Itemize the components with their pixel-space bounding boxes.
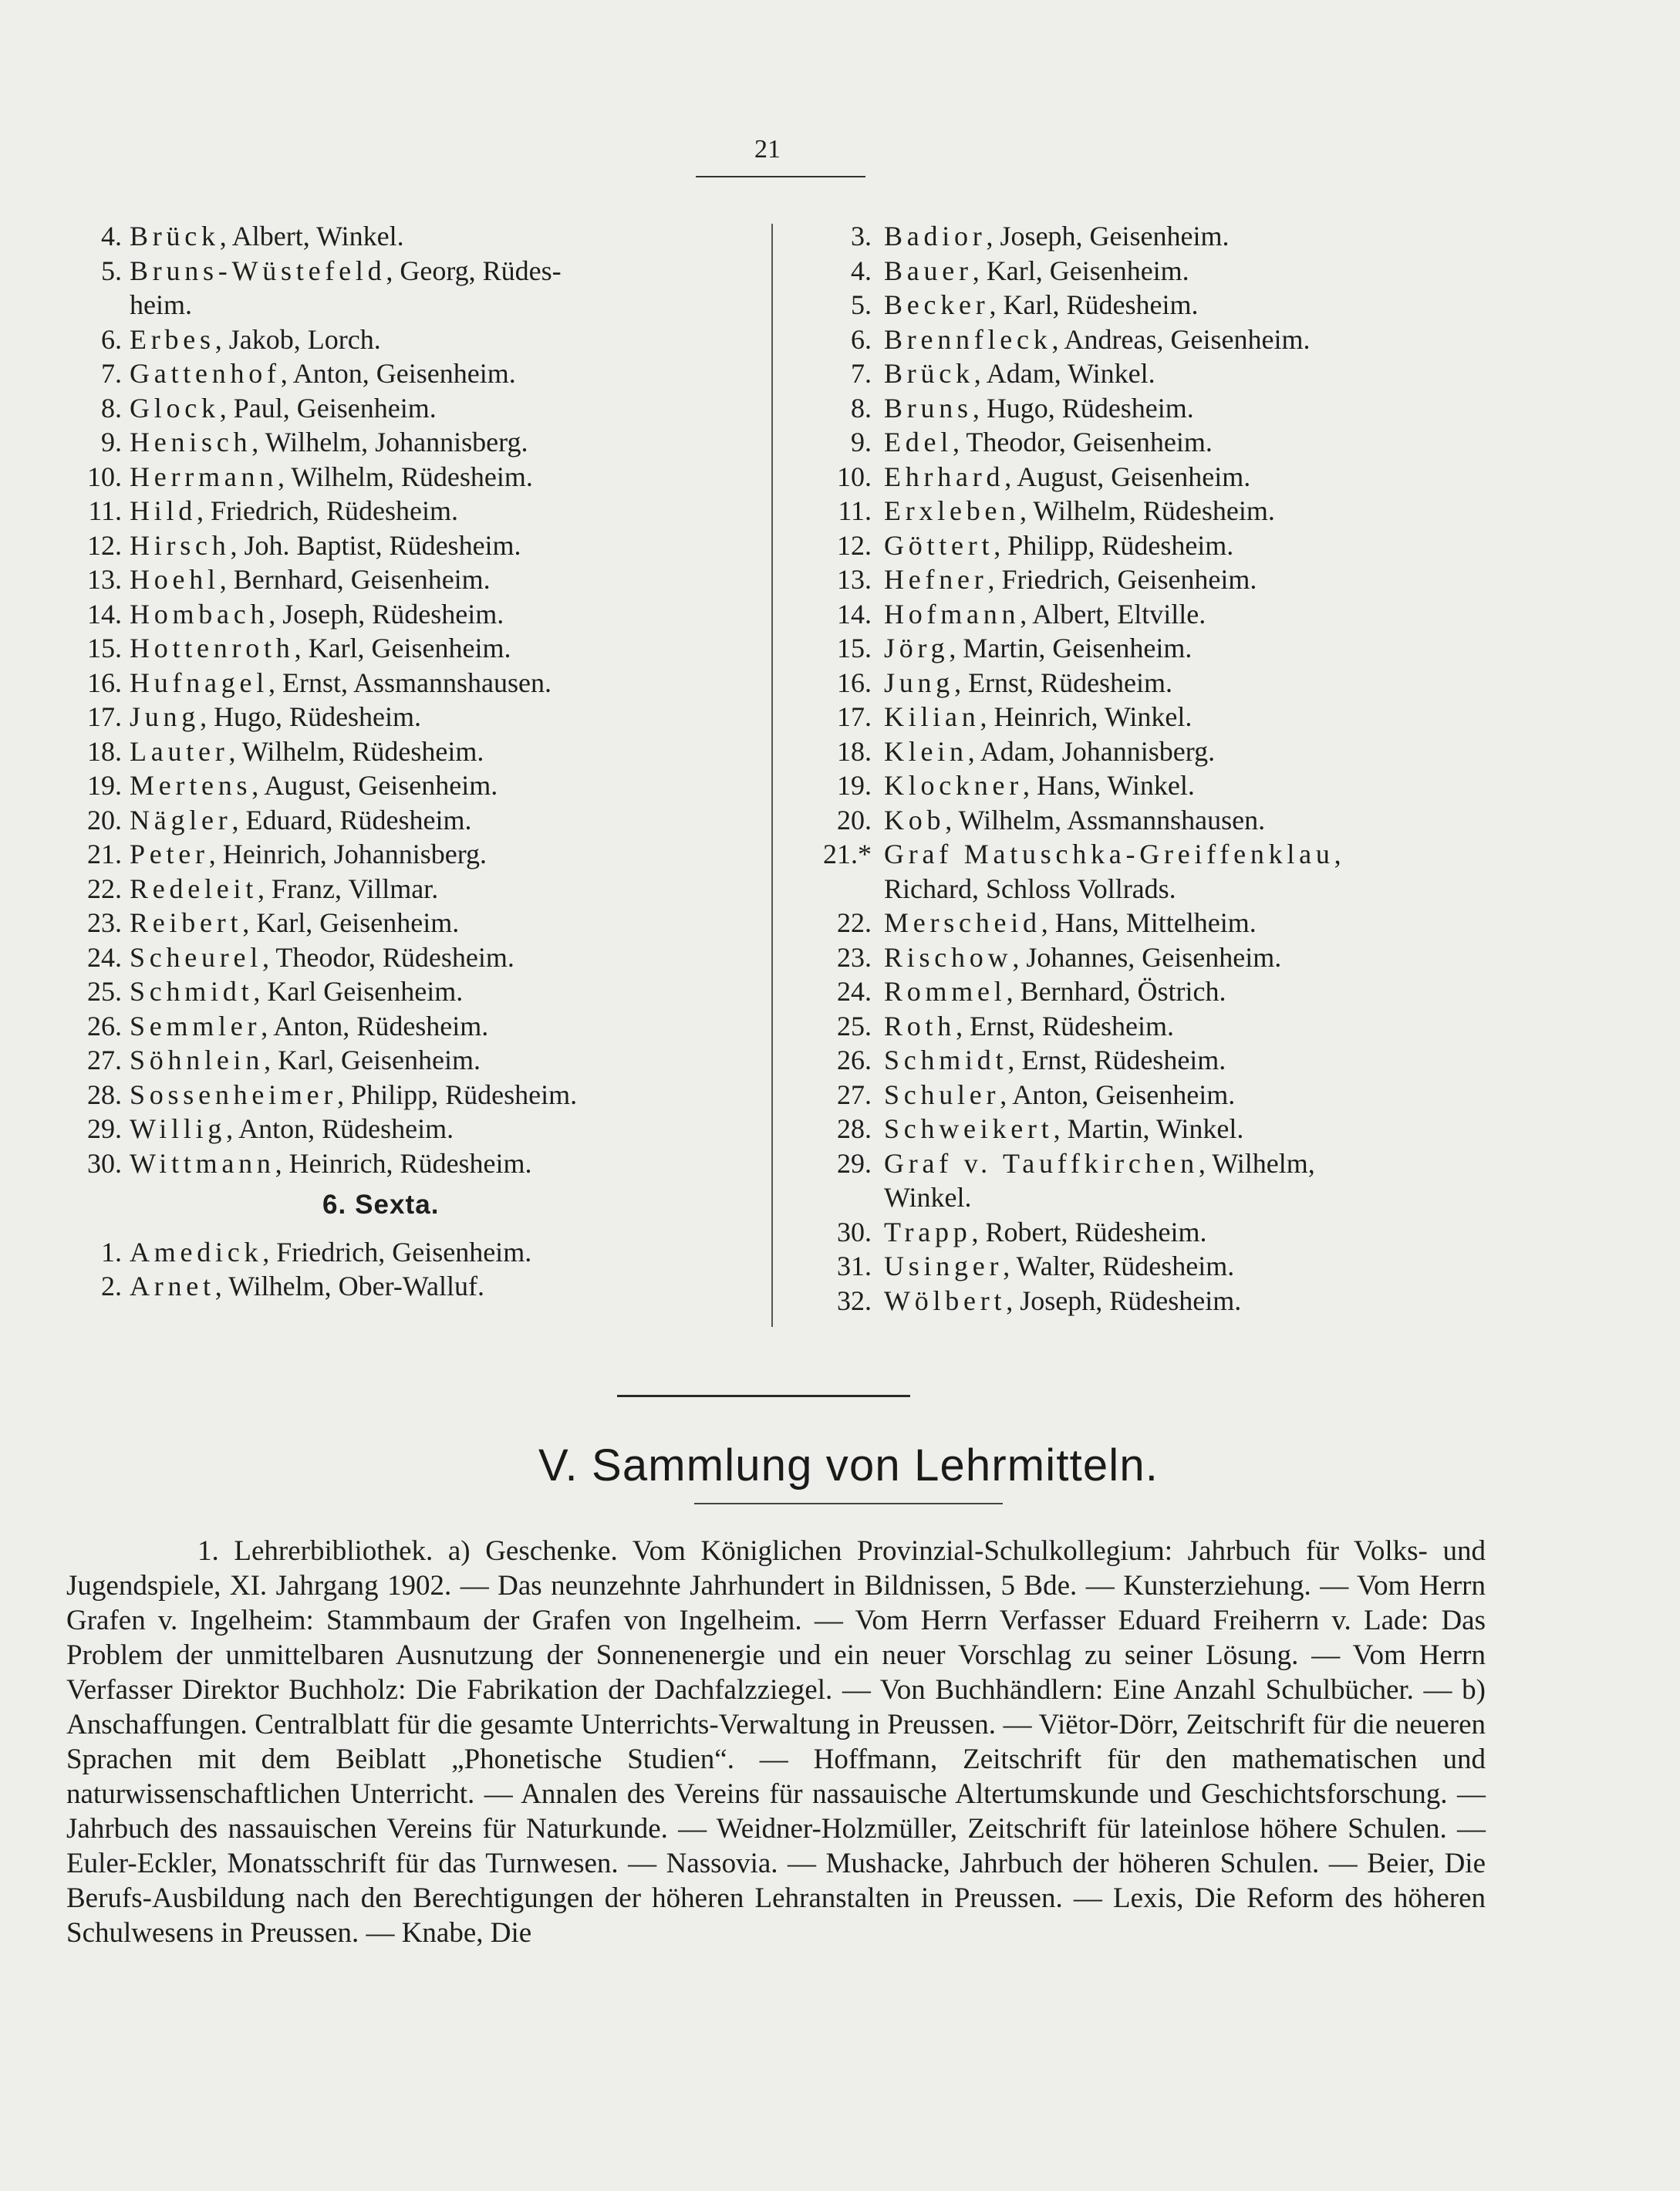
- entry-surname: Hufnagel: [130, 667, 269, 698]
- student-entry: [810, 1249, 1589, 1284]
- student-entry: [66, 425, 761, 460]
- entry-number: 26.: [87, 1010, 122, 1041]
- entry-details: , Theodor, Geisenheim.: [953, 427, 1213, 457]
- entry-details: , Adam, Johannisberg.: [967, 735, 1216, 767]
- entry-number: 18.: [837, 735, 872, 767]
- student-entry: [66, 1078, 761, 1112]
- entry-details: , Wilhelm, Johannisberg.: [251, 427, 528, 457]
- page-number: 21: [754, 135, 781, 164]
- entry-number: 23.: [837, 941, 872, 973]
- entry-number: 14.: [837, 598, 872, 630]
- entry-surname: Hottenroth: [130, 633, 295, 663]
- entry-number: 14.: [87, 598, 122, 630]
- entry-number: 21.: [87, 839, 122, 869]
- student-entry: [66, 528, 761, 563]
- entry-number: 20.: [837, 804, 872, 836]
- student-entry: [66, 460, 761, 495]
- entry-details: , Theodor, Rüdesheim.: [262, 941, 514, 973]
- entry-surname: Hild: [130, 495, 197, 526]
- body-paragraph: 1. Lehrerbibliothek. a) Geschenke. Vom Königlichen Provinzial-Schulkollegium: Jahrbuch für Volks- und Jugendspiele, XI. Jahrgang 1902. — Das neunzehnte Jahrhundert in Bildnissen, 5 Bde. — Kunsterziehung. — Vom Herrn Grafen v. Ingelheim: Stammbaum der Grafen von Ingelheim. — Vom Herrn Verfasser Eduard Freiherrn v. Lade: Das Problem der unmittelbaren Ausnutzung der Sonnenenergie und ein neuer Vorschlag zu seiner Lösung. — Vom Herrn Verfasser Direktor Buchholz: Die Fabrikation der Dachfalzziegel. — Von Buchhändlern: Eine Anzahl Schulbücher. — b) Anschaffungen. Centralblatt für die gesamte Unterrichts-Verwaltung in Preussen. — Viëtor-Dörr, Zeitschrift für die neueren Sprachen mit dem Beiblatt „Phonetische Studien“. — Hoffmann, Zeitschrift für den mathematischen und naturwissenschaftlichen Unterricht. — Annalen des Vereins für nassauische Altertumskunde und Geschichtsforschung. — Jahrbuch des nassauischen Vereins für Naturkunde. — Weidner-Holzmüller, Zeitschrift für lateinlose höhere Schulen. — Euler-Eckler, Monatsschrift für das Turnwesen. — Nassovia. — Mushacke, Jahrbuch der höheren Schulen. — Beier, Die Berufs-Ausbildung nach den Berechtigungen der höheren Lehranstalten in Preussen. — Lexis, Die Reform des höheren Schulwesens in Preussen. — Knabe, Die: [66, 1535, 1486, 1949]
- entry-surname: Hefner: [884, 564, 988, 595]
- entry-details: , Johannes, Geisenheim.: [1012, 941, 1282, 973]
- entry-surname: Schweikert: [884, 1113, 1054, 1144]
- entry-surname: Trapp: [884, 1216, 972, 1247]
- student-entry: [66, 768, 761, 803]
- entry-continuation: Winkel.: [884, 1182, 972, 1213]
- entry-surname: Brennfleck: [884, 323, 1052, 355]
- entry-number: 9.: [101, 427, 122, 457]
- entry-details: , Ernst, Rüdesheim.: [956, 1010, 1175, 1041]
- entry-number: 30.: [837, 1216, 872, 1247]
- entry-surname: Hirsch: [130, 529, 231, 561]
- student-entry: [810, 940, 1589, 975]
- student-entry: [810, 460, 1589, 495]
- entry-number: 27.: [837, 1079, 872, 1110]
- entry-details: , August, Geisenheim.: [1004, 461, 1251, 492]
- student-entry: [810, 528, 1589, 563]
- student-entry: [810, 837, 1589, 906]
- entry-number: 11.: [838, 495, 872, 526]
- entry-number: 30.: [87, 1147, 122, 1179]
- student-entry: [66, 906, 761, 940]
- entry-details: , Ernst, Assmannshausen.: [268, 667, 552, 698]
- entry-details: , Robert, Rüdesheim.: [971, 1216, 1207, 1247]
- student-entry: [810, 734, 1589, 769]
- entry-number: 8.: [851, 392, 872, 424]
- entry-number: 21.*: [823, 839, 872, 869]
- entry-surname: Glock: [130, 392, 220, 424]
- entry-details: , August, Geisenheim.: [251, 770, 498, 801]
- entry-number: 6.: [101, 323, 122, 355]
- student-entry: [66, 666, 761, 701]
- section-title-underline: [694, 1503, 1003, 1504]
- entry-surname: Redeleit: [130, 873, 258, 904]
- entry-number: 15.: [837, 633, 872, 663]
- student-entry: [66, 219, 761, 254]
- student-entry: [66, 254, 761, 322]
- entry-surname: Schmidt: [130, 976, 254, 1007]
- student-entry: [810, 1043, 1589, 1078]
- student-entry: [810, 803, 1589, 838]
- entry-details: , Hans, Winkel.: [1023, 770, 1195, 801]
- entry-number: 13.: [837, 564, 872, 595]
- entry-details: , Karl, Geisenheim.: [242, 907, 460, 938]
- entry-details: , Karl, Geisenheim.: [972, 255, 1189, 286]
- entry-surname: Usinger: [884, 1251, 1004, 1281]
- student-entry: [810, 906, 1589, 940]
- student-entry: [810, 219, 1589, 254]
- entry-surname: Erxleben: [884, 495, 1020, 526]
- entry-surname: Reibert: [130, 907, 243, 938]
- student-entry: [810, 700, 1589, 734]
- entry-details: , Ernst, Rüdesheim.: [954, 667, 1173, 698]
- entry-details: , Georg, Rüdes-: [386, 255, 562, 286]
- entry-details: , Hugo, Rüdesheim.: [972, 392, 1194, 424]
- entry-continuation: Richard, Schloss Vollrads.: [884, 873, 1176, 904]
- entry-surname: Rommel: [884, 976, 1007, 1007]
- entry-surname: Klein: [884, 735, 968, 767]
- right-column-list: [810, 219, 1589, 1318]
- entry-details: , Philipp, Rüdesheim.: [993, 529, 1234, 561]
- student-entry: [810, 1078, 1589, 1112]
- student-entry: [66, 940, 761, 975]
- student-entry: [810, 494, 1589, 528]
- entry-surname: Roth: [884, 1010, 956, 1041]
- entry-surname: Schmidt: [884, 1045, 1008, 1075]
- entry-number: 5.: [851, 289, 872, 320]
- entry-surname: Kob: [884, 804, 946, 836]
- entry-number: 20.: [87, 804, 122, 836]
- entry-number: 17.: [837, 701, 872, 732]
- entry-details: , Paul, Geisenheim.: [219, 392, 437, 424]
- entry-surname: Hombach: [130, 598, 269, 630]
- student-entry: [810, 356, 1589, 391]
- student-entry: [810, 1284, 1589, 1318]
- entry-number: 8.: [101, 392, 122, 424]
- entry-surname: Herrmann: [130, 461, 278, 492]
- entry-details: , Wilhelm, Rüdesheim.: [1020, 495, 1275, 526]
- entry-details: , Heinrich, Johannisberg.: [208, 839, 487, 869]
- entry-details: , Friedrich, Geisenheim.: [987, 564, 1257, 595]
- student-entry: [66, 837, 761, 872]
- student-entry: [810, 1009, 1589, 1044]
- entry-surname: Ehrhard: [884, 461, 1005, 492]
- column-divider: [771, 224, 773, 1327]
- entry-surname: Semmler: [130, 1010, 261, 1041]
- entry-surname: Becker: [884, 289, 990, 320]
- entry-details: , Albert, Eltville.: [1020, 598, 1206, 630]
- entry-details: , Joseph, Geisenheim.: [986, 221, 1230, 252]
- sexta-student-entry: [66, 1269, 761, 1304]
- entry-surname: Scheurel: [130, 941, 263, 973]
- entry-number: 6.: [851, 323, 872, 355]
- entry-number: 1.: [101, 1236, 122, 1268]
- entry-surname: Merscheid: [884, 907, 1041, 938]
- entry-number: 7.: [851, 358, 872, 389]
- entry-surname: Willig: [130, 1113, 227, 1144]
- student-entry: [810, 768, 1589, 803]
- entry-number: 10.: [837, 461, 872, 492]
- entry-continuation: heim.: [130, 289, 192, 320]
- entry-number: 25.: [87, 976, 122, 1007]
- entry-surname: Wölbert: [884, 1285, 1007, 1316]
- student-entry: [810, 391, 1589, 426]
- entry-surname: Amedick: [130, 1236, 263, 1268]
- entry-details: , Andreas, Geisenheim.: [1051, 323, 1311, 355]
- entry-surname: Bauer: [884, 255, 973, 286]
- student-entry: [810, 1215, 1589, 1250]
- entry-details: , Anton, Rüdesheim.: [261, 1010, 489, 1041]
- student-entry: [66, 974, 761, 1009]
- entry-details: , Karl, Geisenheim.: [264, 1045, 481, 1075]
- student-entry: [66, 562, 761, 597]
- entry-details: , Joh. Baptist, Rüdesheim.: [230, 529, 521, 561]
- entry-number: 15.: [87, 633, 122, 663]
- sexta-heading: 6. Sexta.: [322, 1190, 440, 1220]
- entry-details: , Martin, Winkel.: [1053, 1113, 1244, 1144]
- entry-details: , Jakob, Lorch.: [214, 323, 381, 355]
- student-entry: [810, 288, 1589, 322]
- entry-number: 22.: [87, 873, 122, 904]
- sexta-student-entry: [66, 1235, 761, 1270]
- entry-surname: Kilian: [884, 701, 980, 732]
- entry-surname: Erbes: [130, 323, 215, 355]
- entry-surname: Gattenhof: [130, 358, 281, 389]
- entry-number: 12.: [87, 529, 122, 561]
- entry-details: , Franz, Villmar.: [258, 873, 439, 904]
- section-separator-rule: [617, 1395, 910, 1397]
- student-entry: [66, 1146, 761, 1181]
- entry-details: , Adam, Winkel.: [973, 358, 1155, 389]
- entry-number: 29.: [87, 1113, 122, 1144]
- entry-surname: Wittmann: [130, 1147, 275, 1179]
- entry-number: 16.: [837, 667, 872, 698]
- entry-surname: Nägler: [130, 804, 232, 836]
- student-entry: [66, 356, 761, 391]
- entry-number: 19.: [87, 770, 122, 801]
- entry-number: 22.: [837, 907, 872, 938]
- section-title: V. Sammlung von Lehrmitteln.: [538, 1440, 1159, 1490]
- entry-surname: Badior: [884, 221, 987, 252]
- entry-details: , Anton, Rüdesheim.: [226, 1113, 454, 1144]
- entry-surname: Hoehl: [130, 564, 220, 595]
- entry-surname: Mertens: [130, 770, 252, 801]
- student-entry: [66, 1043, 761, 1078]
- student-entry: [66, 1009, 761, 1044]
- entry-details: , Friedrich, Geisenheim.: [262, 1236, 532, 1268]
- page-number-rule: [696, 176, 865, 177]
- left-column-list: [66, 219, 761, 1304]
- student-entry: [810, 322, 1589, 357]
- entry-number: 24.: [87, 941, 122, 973]
- entry-details: , Wilhelm, Rüdesheim.: [278, 461, 533, 492]
- entry-number: 31.: [837, 1251, 872, 1281]
- entry-number: 2.: [101, 1271, 122, 1301]
- entry-details: , Heinrich, Rüdesheim.: [275, 1147, 532, 1179]
- entry-details: , Philipp, Rüdesheim.: [337, 1079, 578, 1110]
- entry-details: , Wilhelm, Ober-Walluf.: [214, 1271, 484, 1301]
- entry-number: 9.: [851, 427, 872, 457]
- entry-number: 25.: [837, 1010, 872, 1041]
- entry-number: 3.: [851, 221, 872, 252]
- entry-surname: Graf Matuschka-Greiffenklau: [884, 839, 1334, 869]
- student-entry: [810, 1112, 1589, 1146]
- student-entry: [66, 631, 761, 666]
- student-entry: [810, 597, 1589, 632]
- entry-number: 29.: [837, 1147, 872, 1179]
- entry-surname: Jung: [130, 701, 201, 732]
- entry-details: , Joseph, Rüdesheim.: [268, 598, 504, 630]
- student-entry: [66, 872, 761, 906]
- student-entry: [810, 1146, 1589, 1215]
- student-entry: [810, 254, 1589, 289]
- entry-details: , Albert, Winkel.: [219, 221, 404, 252]
- entry-details: , Hans, Mittelheim.: [1041, 907, 1257, 938]
- student-entry: [66, 322, 761, 357]
- entry-number: 26.: [837, 1045, 872, 1075]
- entry-surname: Klockner: [884, 770, 1024, 801]
- entry-details: , Karl, Geisenheim.: [294, 633, 511, 663]
- entry-surname: Sossenheimer: [130, 1079, 338, 1110]
- entry-details: ,: [1334, 839, 1341, 869]
- student-entry: [810, 562, 1589, 597]
- entry-number: 17.: [87, 701, 122, 732]
- entry-details: , Bernhard, Geisenheim.: [219, 564, 491, 595]
- entry-number: 4.: [101, 221, 122, 252]
- entry-details: , Walter, Rüdesheim.: [1003, 1251, 1235, 1281]
- entry-surname: Arnet: [130, 1271, 215, 1301]
- student-entry: [810, 425, 1589, 460]
- entry-number: 28.: [837, 1113, 872, 1144]
- student-entry: [810, 974, 1589, 1009]
- entry-number: 5.: [101, 255, 122, 286]
- entry-details: , Anton, Geisenheim.: [1000, 1079, 1236, 1110]
- entry-surname: Schuler: [884, 1079, 1000, 1110]
- entry-details: , Martin, Geisenheim.: [949, 633, 1193, 663]
- entry-number: 12.: [837, 529, 872, 561]
- student-entry: [66, 597, 761, 632]
- entry-surname: Jung: [884, 667, 955, 698]
- entry-number: 23.: [87, 907, 122, 938]
- entry-details: , Bernhard, Östrich.: [1006, 976, 1226, 1007]
- entry-details: , Friedrich, Rüdesheim.: [197, 495, 458, 526]
- entry-details: , Hugo, Rüdesheim.: [200, 701, 422, 732]
- entry-number: 10.: [87, 461, 122, 492]
- entry-surname: Bruns: [884, 392, 973, 424]
- entry-details: , Wilhelm, Rüdesheim.: [228, 735, 484, 767]
- entry-number: 28.: [87, 1079, 122, 1110]
- entry-number: 7.: [101, 358, 122, 389]
- student-entry: [66, 803, 761, 838]
- entry-number: 18.: [87, 735, 122, 767]
- student-entry: [66, 734, 761, 769]
- entry-surname: Brück: [884, 358, 974, 389]
- entry-surname: Peter: [130, 839, 209, 869]
- entry-surname: Söhnlein: [130, 1045, 265, 1075]
- entry-number: 27.: [87, 1045, 122, 1075]
- entry-surname: Lauter: [130, 735, 229, 767]
- entry-number: 11.: [88, 495, 122, 526]
- entry-surname: Brück: [130, 221, 220, 252]
- student-entry: [66, 391, 761, 426]
- entry-details: , Karl Geisenheim.: [253, 976, 464, 1007]
- student-entry: [810, 631, 1589, 666]
- entry-number: 19.: [837, 770, 872, 801]
- student-entry: [66, 700, 761, 734]
- entry-surname: Henisch: [130, 427, 252, 457]
- entry-number: 24.: [837, 976, 872, 1007]
- entry-details: , Karl, Rüdesheim.: [989, 289, 1199, 320]
- entry-surname: Edel: [884, 427, 953, 457]
- student-entry: [66, 1112, 761, 1146]
- entry-details: , Joseph, Rüdesheim.: [1006, 1285, 1242, 1316]
- entry-details: , Heinrich, Winkel.: [980, 701, 1193, 732]
- entry-surname: Jörg: [884, 633, 950, 663]
- entry-details: , Anton, Geisenheim.: [280, 358, 516, 389]
- entry-surname: Rischow: [884, 941, 1013, 973]
- student-entry: [810, 666, 1589, 701]
- entry-surname: Graf v. Tauffkirchen: [884, 1147, 1199, 1179]
- entry-details: , Ernst, Rüdesheim.: [1007, 1045, 1226, 1075]
- entry-surname: Bruns-Wüstefeld: [130, 255, 386, 286]
- student-entry: [66, 494, 761, 528]
- entry-surname: Hofmann: [884, 598, 1020, 630]
- entry-details: , Wilhelm,: [1198, 1147, 1315, 1179]
- entry-details: , Eduard, Rüdesheim.: [231, 804, 472, 836]
- entry-number: 13.: [87, 564, 122, 595]
- entry-number: 32.: [837, 1285, 872, 1316]
- entry-number: 4.: [851, 255, 872, 286]
- entry-number: 16.: [87, 667, 122, 698]
- entry-surname: Göttert: [884, 529, 994, 561]
- entry-details: , Wilhelm, Assmannshausen.: [945, 804, 1266, 836]
